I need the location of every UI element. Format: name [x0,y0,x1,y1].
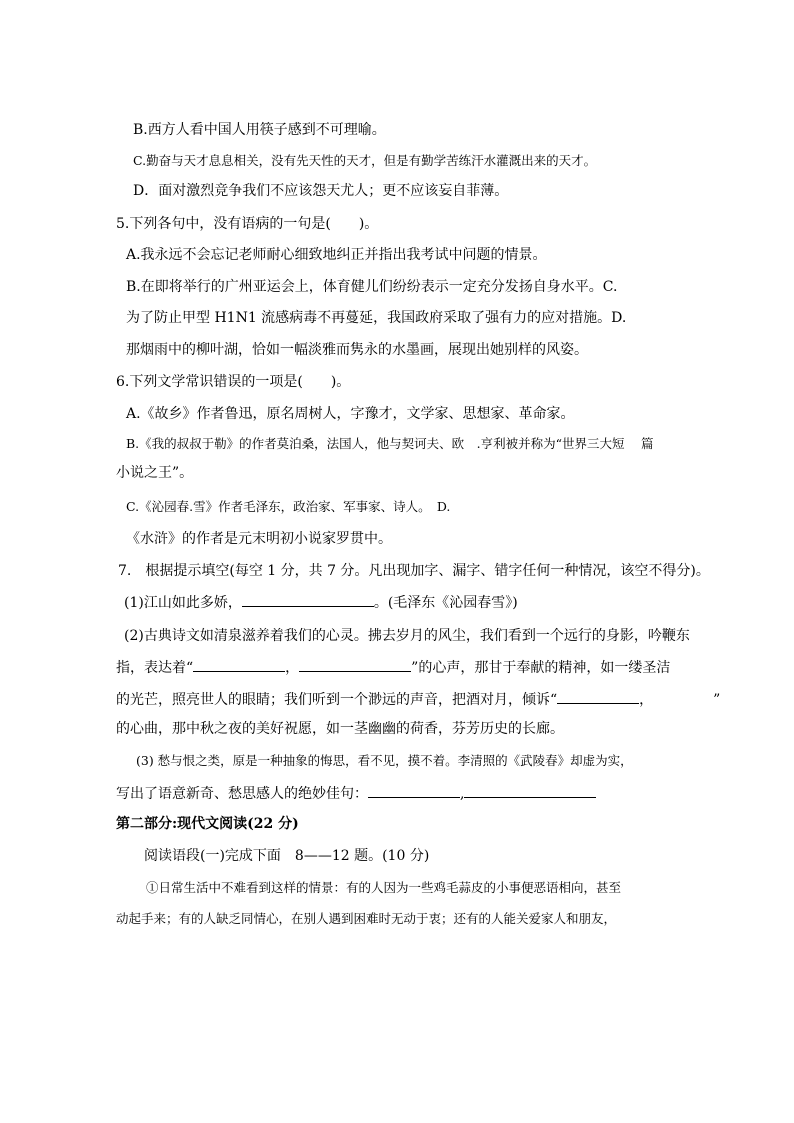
q6-stem: 6.下列文学常识错误的一项是( )。 [116,374,351,390]
q6-option-b-line2: 小说之王”。 [116,465,194,481]
q7-item-2-text: ” [713,692,721,708]
q4-option-c: C.勤奋与天才息息相关，没有先天性的天才，但是有勤学苦练汗水灌溉出来的天才。 [133,153,597,168]
q6-option-b-line1: B.《我的叔叔于勒》的作者莫泊桑，法国人，他与契诃夫、欧 .亨利被并称为“世界三大短 篇 [126,436,654,451]
q7-blank-4[interactable] [557,689,639,704]
q7-comma: , [460,786,465,802]
q5-option-a: A.我永远不会忘记老师耐心细致地纠正并指出我考试中问题的情景。 [126,247,547,263]
q5-option-b: B.在即将举行的广州亚运会上，体育健儿们纷纷表示一定充分发扬自身水平。C. [126,279,618,295]
q7-item-2-text: 指，表达着“ [116,660,194,676]
q6-option-a: A.《故乡》作者鲁迅，原名周树人，字豫才，文学家、思想家、革命家。 [126,406,575,422]
part2-instruction: 阅读语段(一)完成下面 8——12 题。(10 分) [144,848,430,864]
q7-comma: ， [639,692,654,708]
q7-item-3-line1: (3) 愁与恨之类，原是一种抽象的悔思，看不见，摸不着。李清照的《武陵春》却虚为实， [136,753,633,768]
q7-item-3-text: 写出了语意新奇、愁思感人的绝妙佳句： [116,786,368,802]
q7-item-2-line1: (2)古典诗文如清泉滋养着我们的心灵。拂去岁月的风尘，我们看到一个远行的身影，吟鞭东 [124,628,690,644]
passage-para1-line1: ①日常生活中不难看到这样的情景：有的人因为一些鸡毛蒜皮的小事便恶语相向，甚至 [146,880,622,895]
q5-option-c: 为了防止甲型 H1N1 流感病毒不再蔓延，我国政府采取了强有力的应对措施。D. [126,310,627,326]
q7-item-2-line4: 的心曲，那中秋之夜的美好祝愿，如一茎幽幽的荷香，芬芳历史的长廊。 [116,721,564,737]
q7-item-1 [124,592,518,613]
q7-blank-7[interactable] [464,783,596,798]
q6-option-c: C.《沁园春.雪》作者毛泽东，政治家、军事家、诗人。 D. [126,499,451,514]
q4-option-b: B.西方人看中国人用筷子感到不可理喻。 [133,122,386,138]
q7-blank-5[interactable] [653,689,713,704]
q7-comma: ， [285,660,300,676]
q6-option-d: 《水浒》的作者是元末明初小说家罗贯中。 [126,531,392,547]
q5-option-d: 那烟雨中的柳叶湖，恰如一幅淡雅而隽永的水墨画，展现出她别样的风姿。 [126,342,588,358]
q7-item-2-line2 [116,657,670,678]
part2-title: 第二部分:现代文阅读(22 分) [116,816,299,832]
q5-stem: 5.下列各句中，没有语病的一句是( )。 [116,216,379,232]
q7-item-2-text: ”的心声，那甘于奉献的精神，如一缕圣洁 [411,660,671,676]
q7-blank-6[interactable] [368,783,460,798]
passage-para1-line2: 动起手来；有的人缺乏同情心，在别人遇到困难时无动于衷；还有的人能关爱家人和朋友， [116,911,617,926]
q7-stem: 7. 根据提示填空(每空 1 分，共 7 分。凡出现加字、漏字、错字任何一种情况，该空不得分)。 [118,563,710,579]
q7-blank-3[interactable] [299,657,411,672]
q7-item-1-prefix: (1)江山如此多娇， [124,595,242,611]
q7-item-2-text: 的光芒，照亮世人的眼睛；我们听到一个渺远的声音，把酒对月，倾诉“ [116,692,558,708]
q7-blank-1[interactable] [242,592,374,607]
q4-option-d: D．面对激烈竞争我们不应该怨天尤人；更不应该妄自菲薄。 [133,183,509,199]
q7-item-1-suffix: 。(毛泽东《沁园春雪》) [373,595,518,611]
q7-item-2-line3 [116,689,720,710]
q7-item-3-line2 [116,783,596,804]
q7-blank-2[interactable] [193,657,285,672]
